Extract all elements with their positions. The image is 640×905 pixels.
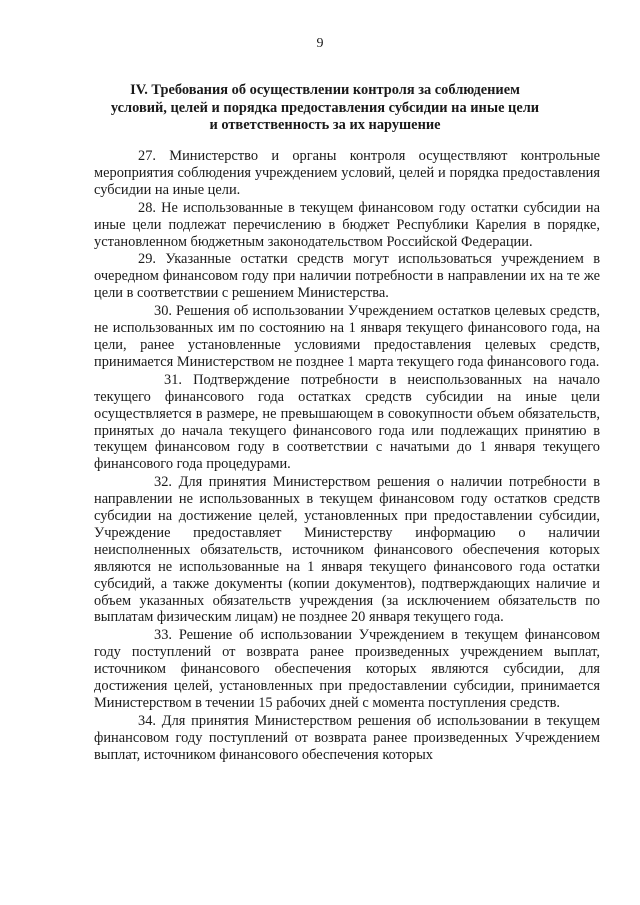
paragraph-27: 27. Министерство и органы контроля осуществляют контрольные мероприятия соблюдения учреждением условий, целей и порядка предоставления субсидии на иные цели. <box>94 148 600 198</box>
section-title <box>80 82 570 135</box>
section-title-line-3: и ответственность за их нарушение <box>209 117 441 133</box>
paragraph-33: 33. Решение об использовании Учреждением в текущем финансовом году поступлений от возврата ранее произведенных учреждением выплат, источником финансового обеспечения которых являются субсидии, для достижения целей, установленных при предоставлении субсидии, принимается Министерством в течении 15 рабочих дней с момента поступления средств. <box>94 627 600 711</box>
paragraph-29: 29. Указанные остатки средств могут использоваться учреждением в очередном финансовом году при наличии потребности в направлении их на те же цели в соответствии с решением Министерства. <box>94 251 600 302</box>
paragraph-31: 31. Подтверждение потребности в неиспользованных на начало текущего финансового года остатках средств субсидии на иные цели осуществляется в размере, не превышающем в совокупности объем обязательств, принятых до начала текущего финансового года или подлежащих принятию в текущем финансовом году в соответствии с начатыми до 1 января текущего финансового года процедурами. <box>94 371 600 473</box>
paragraph-30: 30. Решения об использовании Учреждением остатков целевых средств, не использованных им по состоянию на 1 января текущего финансового года, на цели, ранее установленные условиями предоставления целевых средств, принимается Министерством не позднее 1 марта текущего года финансового года. <box>94 303 600 370</box>
page-number: 9 <box>316 36 324 51</box>
paragraph-28: 28. Не использованные в текущем финансовом году остатки субсидии на иные цели подлежат перечислению в бюджет Республики Карелия в порядке, установленном бюджетным законодательством Российской Федерации. <box>94 199 600 250</box>
document-body <box>94 148 600 765</box>
paragraph-32: 32. Для принятия Министерством решения о наличии потребности в направлении не использованных в текущем финансовом году остатков средств субсидии на достижение целей, установленных при предоставлении субсидии, Учреждение предоставляет Министерству информацию о наличии неисполненных обязательств, источником финансового обеспечения которых являются не использованные на 1 января текущего финансового года остатки субсидий, а также документы (копии документов), подтверждающих наличие и объем указанных обязательств учреждения (за исключением обязательств по выплатам физическим лицам) не позднее 20 января текущего года. <box>94 474 600 626</box>
section-title-line-2: условий, целей и порядка предоставления субсидии на иные цели <box>110 99 540 116</box>
paragraph-34: 34. Для принятия Министерством решения об использовании в текущем финансовом году поступлений от возврата ранее произведенных Учреждением выплат, источником финансового обеспечения которых <box>94 712 600 763</box>
section-title-line-1: IV. Требования об осуществлении контроля за соблюдением <box>130 82 520 98</box>
